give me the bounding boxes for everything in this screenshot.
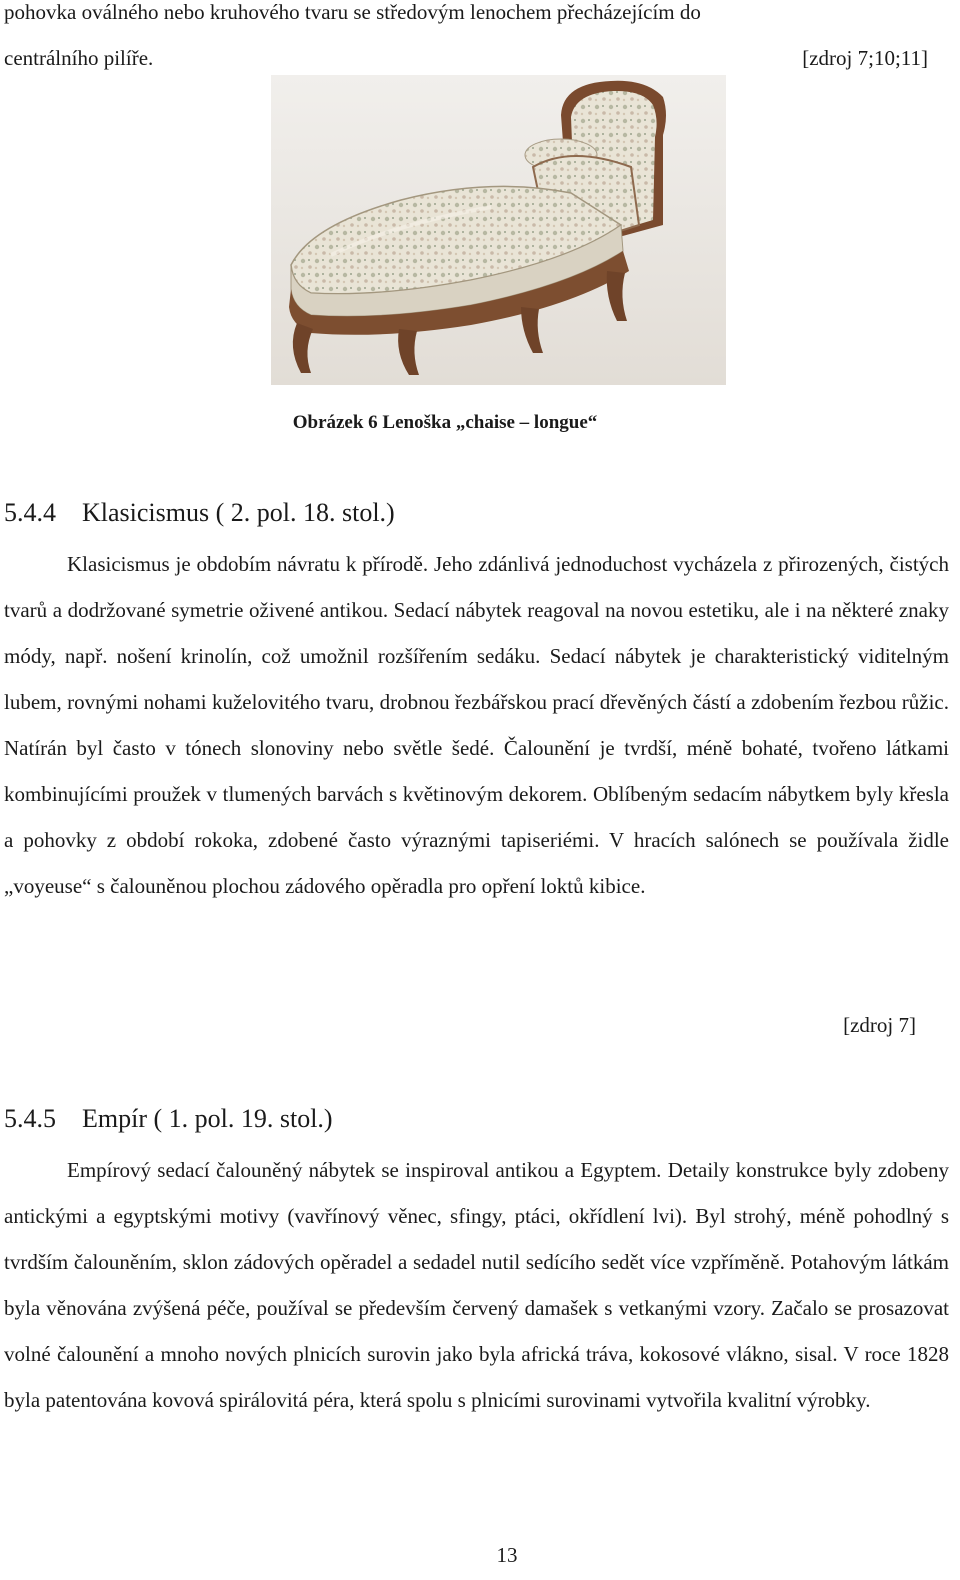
klasicismus-source-reference: [zdroj 7]: [843, 1013, 916, 1037]
section-heading-klasicismus: [4, 497, 395, 529]
section-heading-empir: [4, 1103, 333, 1135]
section-title: Klasicismus ( 2. pol. 18. stol.): [82, 498, 395, 527]
chaise-longue-figure: [271, 75, 726, 385]
section-number: 5.4.4: [4, 498, 56, 527]
section-number: 5.4.5: [4, 1104, 56, 1133]
intro-line-2: centrálního pilíře.: [4, 46, 154, 70]
intro-line-1: pohovka oválného nebo kruhového tvaru se středovým lenochem přecházejícím do: [4, 0, 701, 24]
paragraph-empir: Empírový sedací čalouněný nábytek se inspiroval antikou a Egyptem. Detaily konstrukce byly zdobeny antickými a egyptskými motivy (vavřínový věnec, sfingy, ptáci, okřídlení lvi). Byl strohý, méně pohodlný s tvrdším čalouněním, sklon zádových opěradel a sedadel nutil sedícího sedět více vzpříměně. Potahovým látkám byla věnována zvýšená péče, používal se především červený damašek s vetkanými vzory. Začalo se prosazovat volné čalounění a mnoho nových plnicích surovin jako byla africká tráva, kokosové vlákno, sisal. V roce 1828 byla patentována kovová spirálovitá péra, která spolu s plnicími surovinami vytvořila kvalitní výrobky.: [4, 1158, 949, 1412]
intro-text-line: [4, 0, 949, 35]
intro-source-line: [4, 45, 928, 71]
page-number: 13: [496, 1543, 518, 1567]
intro-source-reference: [zdroj 7;10;11]: [802, 46, 928, 70]
chaise-longue-image: [271, 75, 726, 385]
paragraph-klasicismus: Klasicismus je obdobím návratu k přírodě. Jeho zdánlivá jednoduchost vycházela z přirozených, čistých tvarů a dodržované symetrie oživené antikou. Sedací nábytek reagoval na novou estetiku, ale i na některé znaky módy, např. nošení krinolín, což umožnil rozšířením sedáku. Sedací nábytek je charakteristický viditelným lubem, rovnými nohami kuželovitého tvaru, drobnou řezbářskou prací dřevěných částí a zdobením řezbou růžic. Natírán byl často v tónech slonoviny nebo světle šedé. Čalounění je tvrdší, méně bohaté, tvořeno látkami kombinujícími proužek v tlumených barvách s květinovým dekorem. Oblíbeným sedacím nábytkem byly křesla a pohovky z období rokoka, zdobené často výraznými tapiseriémi. V hracích salónech se používala židle „voyeuse“ s čalouněnou plochou zádového opěradla pro opření loktů kibice.: [4, 552, 949, 898]
section-title: Empír ( 1. pol. 19. stol.): [82, 1104, 333, 1133]
figure-caption: Obrázek 6 Lenoška „chaise – longue“: [292, 412, 598, 433]
